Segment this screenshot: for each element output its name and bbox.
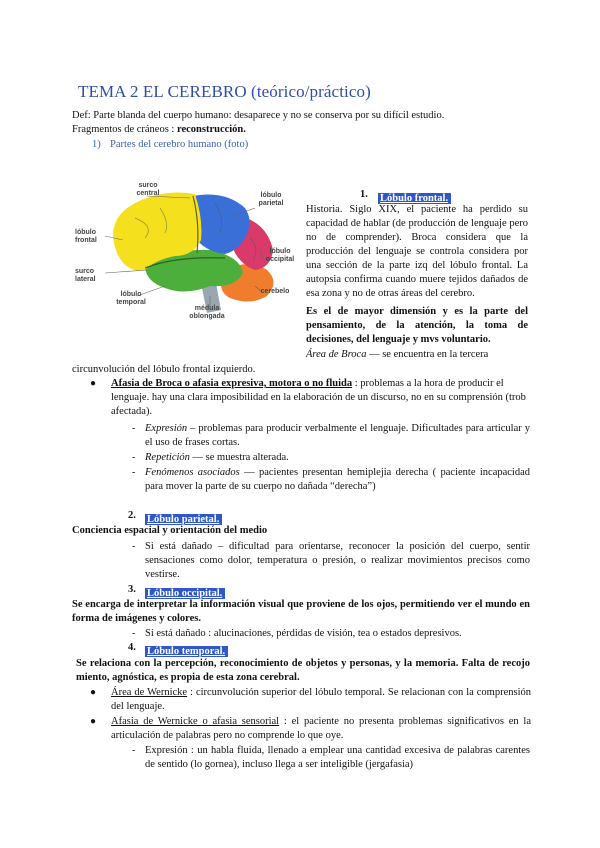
section-1-history: Historia. Siglo XIX, el paciente ha perdido su capacidad de hablar (de producción de lenguaje pero no de comprender). Broca considera que la producción del lenguaje se controla considera por una sección de la parte izq del lóbulo frontal. La autopsia confirma cuando muere tejidos dañados de esa zona y no de otras áreas del cerebro. bbox=[306, 204, 528, 299]
label-cerebelo: cerebelo bbox=[260, 288, 290, 295]
section-1-number: 1. bbox=[360, 189, 368, 200]
sub-expresion: Expresión – problemas para producir verbalmente el lenguaje. Dificultades para articular y el uso de frases cortas. bbox=[145, 423, 530, 448]
label-lobulo-temporal: lóbulo temporal bbox=[116, 291, 146, 306]
broca-area: Área de Broca — se encuentra en la tercera bbox=[306, 349, 489, 360]
sub-repeticion: Repetición — se muestra alterada. bbox=[145, 452, 289, 463]
label-lobulo-parietal: lóbulo parietal bbox=[258, 192, 284, 207]
section-2-sub: Si está dañado – dificultad para orientarse, reconocer la posición del cuerpo, sentir sensaciones como dolor, temperatura o presión, o realizar movimientos precisos como vestirse. bbox=[145, 541, 530, 580]
section-3-bold: Se encarga de interpretar la información visual que proviene de los ojos, permitiendo ver el mundo en forma de imágenes y colores. bbox=[72, 599, 530, 624]
page-title: TEMA 2 EL CEREBRO (teórico/práctico) bbox=[78, 82, 371, 101]
label-lobulo-occipital: lóbulo occipital bbox=[265, 248, 295, 263]
dash: - bbox=[132, 541, 136, 552]
list-number-1: 1) bbox=[92, 139, 101, 150]
bullet-dot: ● bbox=[90, 378, 97, 389]
section-2-heading: Lóbulo parietal. bbox=[145, 509, 222, 527]
section-4-number: 4. bbox=[128, 642, 136, 653]
section-4-bold: Se relaciona con la percepción, reconocimiento de objetos y personas, y la memoria. Falta de recojo miento, agnóstica, es propia de esta zona cerebral. bbox=[76, 658, 530, 683]
label-lobulo-frontal: lóbulo frontal bbox=[75, 229, 97, 244]
section-3-number: 3. bbox=[128, 584, 136, 595]
section-2-number: 2. bbox=[128, 510, 136, 521]
fragments-line bbox=[72, 123, 552, 137]
dash: - bbox=[132, 467, 136, 478]
section-2-bold: Conciencia espacial y orientación del medio bbox=[72, 525, 268, 536]
label-medula-oblongada: médula oblongada bbox=[189, 305, 225, 320]
dash: - bbox=[132, 423, 136, 434]
afasia-wernicke-item: Afasia de Wernicke o afasia sensorial : el paciente no presenta problemas significativos en la articulación de palabras pero no comprende lo que oye. bbox=[111, 716, 531, 741]
section-4-heading: Lóbulo temporal. bbox=[145, 641, 228, 659]
sub-fenomenos: Fenómenos asociados — pacientes presentan hemiplejia derecha ( paciente incapacidad para mover la parte de su cuerpo no dañada “derecha”) bbox=[145, 467, 530, 492]
broca-area-cont: circunvolución del lóbulo frontal izquierdo. bbox=[72, 364, 256, 375]
dash: - bbox=[132, 628, 136, 639]
label-surco-lateral: surco lateral bbox=[75, 268, 96, 283]
section-3-heading: Lóbulo occipital. bbox=[145, 583, 225, 601]
fragments-label: Fragmentos de cráneos : bbox=[72, 124, 177, 135]
section-1-summary: Es el de mayor dimensión y es la parte del pensamiento, de la atención, la toma de decisiones, del lenguaje y mvs voluntario. bbox=[306, 306, 528, 345]
section-1-heading: Lóbulo frontal. bbox=[378, 188, 451, 206]
brain-figure bbox=[75, 178, 300, 328]
wernicke-area-item: Área de Wernicke : circunvolución superior del lóbulo temporal. Se relacionan con la comprensión del lenguaje. bbox=[111, 687, 531, 712]
bullet-dot: ● bbox=[90, 716, 97, 727]
section-3-sub: Si está dañado : alucinaciones, pérdidas de visión, tea o estados depresivos. bbox=[145, 628, 462, 639]
afasia-broca-item: Afasia de Broca o afasia expresiva, motora o no fluida : problemas a la hora de producir el lenguaje. hay una clara imposibilidad en la elaboración de un discurso, no en su comprensión (trob afectada). bbox=[111, 378, 526, 417]
section-4-sub: Expresión : un habla fluida, llenado a emplear una cantidad excesiva de palabras carentes de sentido (lo gornea), incluso llega a ser inteligible (jergafasia) bbox=[145, 745, 530, 770]
dash: - bbox=[132, 452, 136, 463]
definition: Def: Parte blanda del cuerpo humano: desaparece y no se conserva por su difícil estudio. bbox=[72, 110, 445, 121]
label-surco-central: surco central bbox=[136, 182, 160, 197]
fragments-bold: reconstrucción. bbox=[176, 124, 246, 135]
list-item-brain-parts: Partes del cerebro humano (foto) bbox=[110, 139, 249, 150]
bullet-dot: ● bbox=[90, 687, 97, 698]
dash: - bbox=[132, 745, 136, 756]
